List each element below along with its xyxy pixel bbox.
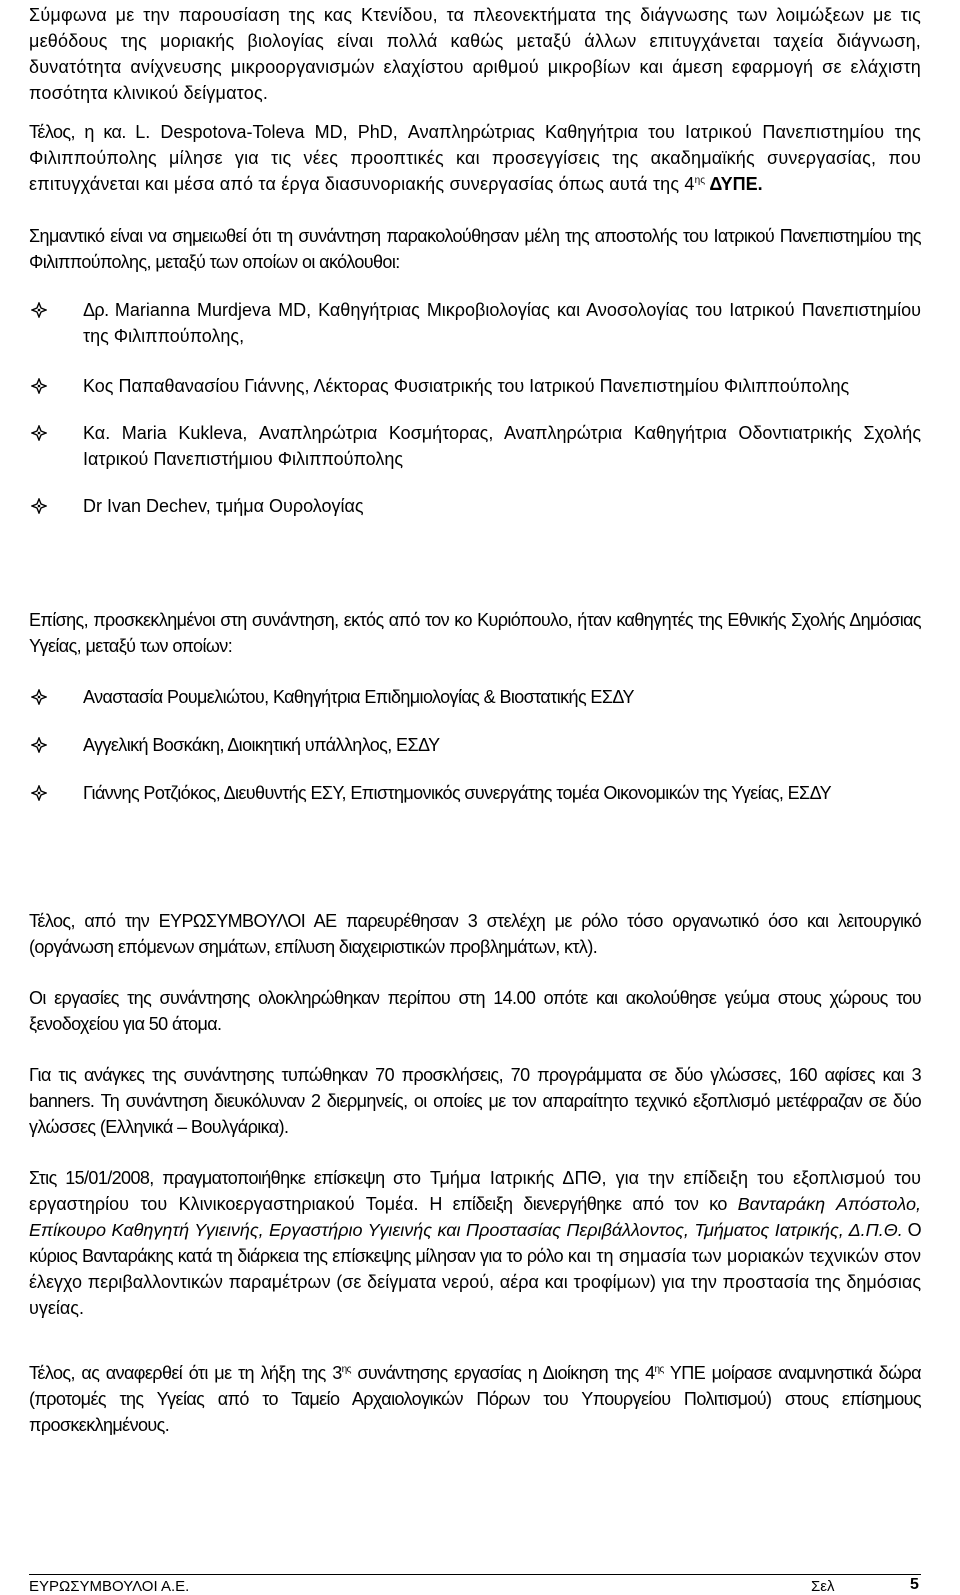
diamond-bullet-icon — [31, 378, 47, 394]
paragraph-gifts — [29, 1360, 921, 1438]
text-run: ΔΥΠΕ. — [705, 174, 763, 194]
text-run: Βανταράκη Απόστολο, Επίκουρο Καθηγητή Υγιεινής, Εργαστήριο Υγιεινής και Προστασίας Περιβάλλοντος, Τμήματος Ιατρικής, Δ.Π.Θ. — [29, 1194, 922, 1240]
list-item — [29, 420, 921, 472]
paragraph-members-intro: Σημαντικό είναι να σημειωθεί ότι τη συνάντηση παρακολούθησαν μέλη της αποστολής του Ιατρικού Πανεπιστημίου της Φιλιππούπολης, μεταξύ των οποίων οι ακόλουθοι: — [29, 226, 921, 272]
diamond-bullet-icon — [31, 498, 47, 514]
list-item-text: Marianna Murdjeva MD, Καθηγήτριας Μικροβιολογίας και Ανοσολογίας του Ιατρικού Πανεπιστημίου της Φιλιππούπολης, — [83, 300, 921, 346]
text-run: στο Τμήμα Ιατρικής ΔΠΘ, για την επίδειξη του εξοπλισμού του εργαστηρίου του Κλινικοεργαστηριακού Τομέα. — [29, 1168, 921, 1214]
list-item — [29, 297, 921, 349]
paragraph-eurosymvouloi: Τέλος, από την ΕΥΡΩΣΥΜΒΟΥΛΟΙ ΑΕ παρευρέθησαν 3 στελέχη με ρόλο τόσο οργανωτικό όσο και λειτουργικό (οργάνωση επόμενων σημάτων, επίλυση διαχειριστικών προβλημάτων, κτλ). — [29, 911, 921, 957]
paragraph-materials: Για τις ανάγκες της συνάντησης τυπώθηκαν 70 προσκλήσεις, 70 προγράμματα σε δύο γλώσσες, 160 αφίσες και 3 banners. Τη συνάντηση διευκόλυναν 2 διερμηνείς, οι οποίες με τον απαραίτητο τεχνικό εξοπλισμό μετέφραζαν σε δύο γλώσσες (Ελληνικά – Βουλγάρικα). — [29, 1065, 921, 1137]
list-item-text: Αγγελική Βοσκάκη, Διοικητική υπάλληλος, ΕΣΔΥ — [83, 735, 440, 755]
text-run: L. Despotova-Toleva MD, PhD, Αναπληρώτριας Καθηγήτρια του — [135, 122, 686, 142]
list-item — [29, 373, 921, 399]
text-run: Ιατρικού Πανεπιστημίου της Φιλιππούπολης μίλησε για τις νέες προοπτικές και προσεγγίσεις της ακαδημαϊκής συνεργασίας, που επιτυγχάνεται και μέσα από τα έργα διασυνοριακής συνεργασίας όπως αυτά της 4 — [29, 122, 921, 194]
list-item-text: Κος Παπαθανασίου Γιάννης, Λέκτορας Φυσιατρικής του Ιατρικού Πανεπιστημίου Φιλιππούπολης — [83, 376, 850, 396]
diamond-bullet-icon — [31, 425, 47, 441]
list-item-text: Γιάννης Ροτζιόκος, Διευθυντής ΕΣΥ, Επιστημονικός συνεργάτης τομέα Οικονομικών της Υγείας, ΕΣΔΥ — [83, 783, 832, 803]
paragraph-diagnosis: Σύμφωνα με την παρουσίαση της κας Κτενίδου, τα πλεονεκτήματα της διάγνωσης των λοιμώξεων με τις μεθόδους της μοριακής βιολογίας είναι πολλά καθώς μεταξύ άλλων επιτυγχάνεται ταχεία διάγνωση, δυνατότητα ανίχνευσης μικροοργανισμών ελαχίστου αριθμού μικροβίων και άμεση εφαρμογή σε ελάχιστη ποσότητα κλινικού δείγματος. — [29, 5, 921, 103]
superscript: ης — [341, 1364, 351, 1375]
footer-divider — [29, 1574, 921, 1575]
diamond-bullet-icon — [31, 785, 47, 801]
text-run: συνάντησης εργασίας η Διοίκηση της 4 — [350, 1363, 655, 1383]
superscript: ης — [654, 1364, 664, 1375]
list-item — [29, 493, 921, 519]
list-item-text: Αναστασία Ρουμελιώτου, Καθηγήτρια Επιδημιολογίας & Βιοστατικής ΕΣΔΥ — [83, 687, 634, 707]
list-item-text: Dr Ivan Dechev, τμήμα Ουρολογίας — [83, 496, 364, 516]
list-item — [29, 684, 921, 710]
list-item-text: Κα. Maria Kukleva, Αναπληρώτρια Κοσμήτορας, Αναπληρώτρια Καθηγήτρια Οδοντιατρικής Σχολής Ιατρικού Πανεπιστήμιου Φιλιππούπολης — [83, 423, 921, 469]
list-esdy-members — [29, 684, 921, 806]
list-item — [29, 732, 921, 758]
text-run: και τη σημασία των μοριακών τεχνικών στον έλεγχο περιβαλλοντικών παραμέτρων (σε δείγματα νερού, αέρα και τροφίμων) για την προστασία της δημόσιας υγείας. — [29, 1246, 921, 1318]
text-run: Τέλος, η κα. — [29, 122, 136, 142]
list-item — [29, 780, 921, 806]
list-university-members — [29, 297, 921, 519]
paragraph-visit — [29, 1165, 921, 1321]
text-run: Η επίδειξη διενεργήθηκε από τον κο — [418, 1194, 738, 1214]
footer-page-number: 5 — [910, 1576, 919, 1593]
text-run: Ο κύριος Βανταράκης κατά τη διάρκεια της επίσκεψης μίλησαν για το ρόλο — [29, 1220, 921, 1266]
superscript: ης — [694, 175, 706, 186]
paragraph-despotova — [29, 119, 921, 197]
footer-page-label: Σελ — [811, 1578, 835, 1595]
text-run: Τέλος, ας αναφερθεί ότι με τη λήξη της 3 — [29, 1363, 342, 1383]
text-run: ΥΠΕ μοίρασε αναμνηστικά δώρα (προτομές της Υγείας από το Ταμείο Αρχαιολογικών Πόρων του Υπουργείου Πολιτισμού) στους επίσημους προσκεκλημένους. — [29, 1363, 921, 1435]
diamond-bullet-icon — [31, 737, 47, 753]
footer-company: ΕΥΡΩΣΥΜΒΟΥΛΟΙ Α.Ε. — [29, 1578, 190, 1595]
diamond-bullet-icon — [31, 689, 47, 705]
paragraph-meeting-end: Οι εργασίες της συνάντησης ολοκληρώθηκαν περίπου στη 14.00 οπότε και ακολούθησε γεύμα στους χώρους του ξενοδοχείου για 50 άτομα. — [29, 988, 921, 1034]
paragraph-esdy-intro: Επίσης, προσκεκλημένοι στη συνάντηση, εκτός από τον κο Κυριόπουλο, ήταν καθηγητές της Εθνικής Σχολής Δημόσιας Υγείας, μεταξύ των οποίων: — [29, 610, 921, 656]
text-run: Στις 15/01/2008, πραγματοποιήθηκε επίσκεψη — [29, 1168, 394, 1188]
diamond-bullet-icon — [31, 302, 47, 318]
list-item-prefix: Δρ. — [83, 300, 115, 320]
